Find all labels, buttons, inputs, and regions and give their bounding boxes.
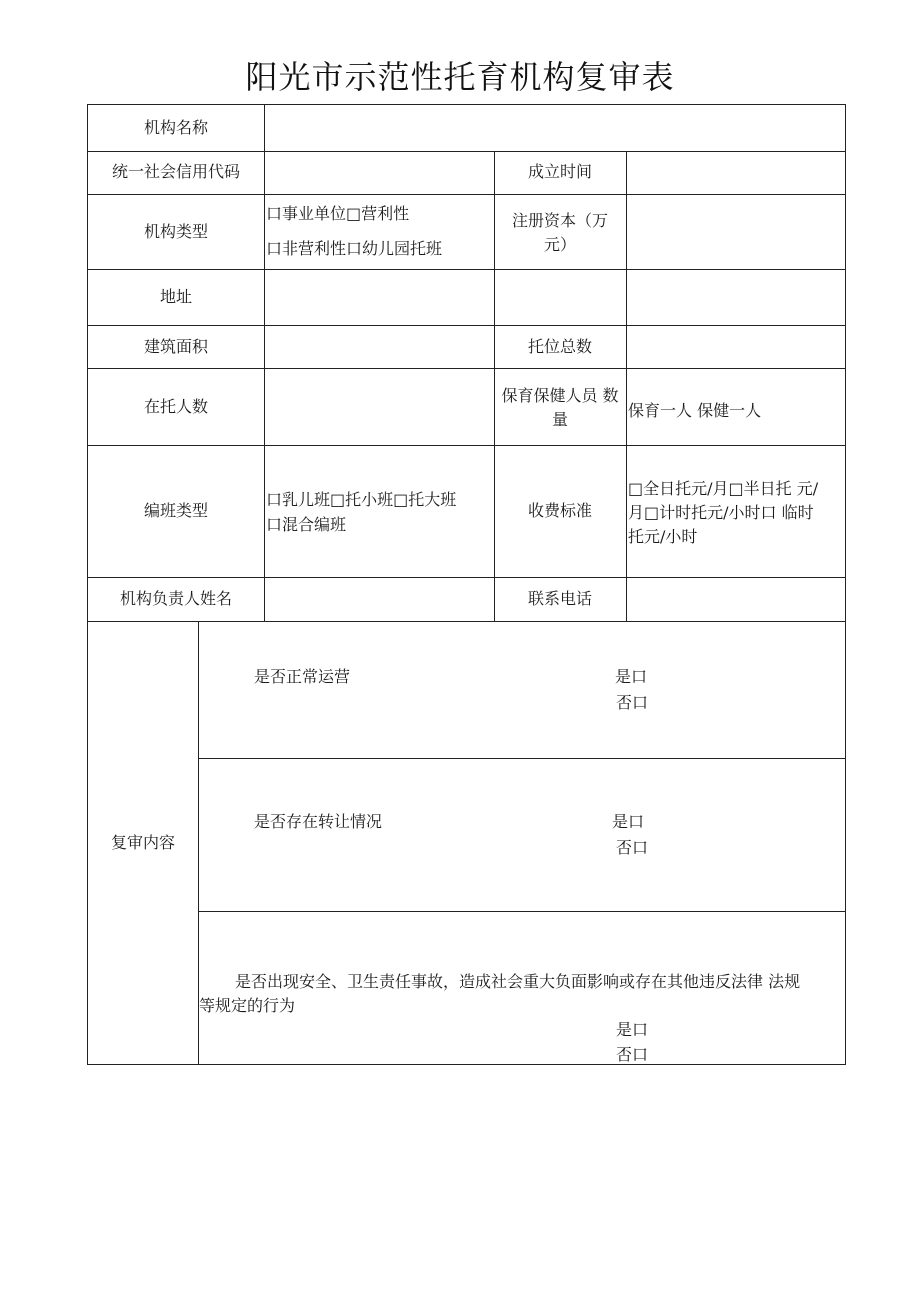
review-q1-text: 是否正常运营 <box>254 667 351 686</box>
fee-options-3[interactable]: 托元/小时 <box>628 527 698 546</box>
credit-code-field[interactable] <box>270 160 490 184</box>
review-q2-no-checkbox[interactable]: 否口 <box>616 838 649 857</box>
row-divider <box>88 194 845 195</box>
page-title: 阳光市示范性托育机构复审表 <box>245 58 675 96</box>
director-name-field[interactable] <box>270 587 490 611</box>
row-divider <box>88 325 845 326</box>
fee-options-1[interactable]: □全日托元/月□半日托 元/ <box>628 479 819 498</box>
director-name-label: 机构负责人姓名 <box>119 589 232 608</box>
review-q1-yes-checkbox[interactable]: 是口 <box>615 667 648 686</box>
capital-field[interactable] <box>632 220 842 244</box>
col-divider <box>494 325 495 621</box>
floor-area-field[interactable] <box>270 335 490 359</box>
class-type-label: 编班类型 <box>143 501 208 520</box>
address-label: 地址 <box>159 287 192 306</box>
founded-date-label: 成立时间 <box>527 162 592 181</box>
org-name-label: 机构名称 <box>143 118 208 137</box>
row-divider <box>88 445 845 446</box>
review-q3-text-1: 是否出现安全、卫生责任事故，造成社会重大负面影响或存在其他违反法律 法规 <box>235 972 801 991</box>
staff-count-label-1: 保育保健人员 数 <box>501 386 619 405</box>
class-type-options-1[interactable]: 口乳儿班□托小班□托大班 <box>266 490 457 509</box>
review-q1-no-checkbox[interactable]: 否口 <box>616 693 649 712</box>
floor-area-label: 建筑面积 <box>143 337 208 356</box>
review-divider <box>198 758 845 759</box>
fee-standard-label: 收费标准 <box>527 501 592 520</box>
review-q3-no-checkbox[interactable]: 否口 <box>616 1045 649 1064</box>
row-divider <box>88 368 845 369</box>
founded-date-field[interactable] <box>632 160 842 184</box>
capital-label-2: 元） <box>543 235 576 254</box>
total-slots-field[interactable] <box>632 335 842 359</box>
review-content-label: 复审内容 <box>110 833 175 852</box>
fee-options-2[interactable]: 月□计时托元/小时口 临时 <box>628 503 814 522</box>
total-slots-label: 托位总数 <box>527 337 592 356</box>
review-q3-yes-checkbox[interactable]: 是口 <box>616 1020 649 1039</box>
org-type-options-2[interactable]: 口非营利性口幼儿园托班 <box>266 239 443 258</box>
review-form-table <box>87 104 846 1065</box>
phone-label: 联系电话 <box>527 589 592 608</box>
col-divider <box>626 325 627 621</box>
staff-count-label-2: 量 <box>551 410 568 429</box>
col-divider <box>264 105 265 621</box>
capital-label-1: 注册资本（万 <box>511 211 608 230</box>
class-type-options-2[interactable]: 口混合编班 <box>266 515 347 534</box>
org-name-field[interactable] <box>270 116 840 140</box>
review-divider <box>198 911 845 912</box>
review-q3-text-2: 等规定的行为 <box>199 996 296 1015</box>
row-divider <box>88 269 845 270</box>
row-divider <box>88 577 845 578</box>
enrolled-count-label: 在托人数 <box>143 397 208 416</box>
row-divider <box>88 151 845 152</box>
org-type-label: 机构类型 <box>143 222 208 241</box>
row-divider <box>88 621 845 622</box>
phone-field[interactable] <box>632 587 842 611</box>
org-type-options-1[interactable]: 口事业单位□营利性 <box>266 204 410 223</box>
staff-count-field[interactable]: 保育一人 保健一人 <box>628 401 762 420</box>
credit-code-label: 统一社会信用代码 <box>111 162 240 181</box>
enrolled-count-field[interactable] <box>270 395 490 419</box>
address-field[interactable] <box>270 285 840 309</box>
review-q2-yes-checkbox[interactable]: 是口 <box>612 812 645 831</box>
review-q2-text: 是否存在转让情况 <box>254 812 383 831</box>
